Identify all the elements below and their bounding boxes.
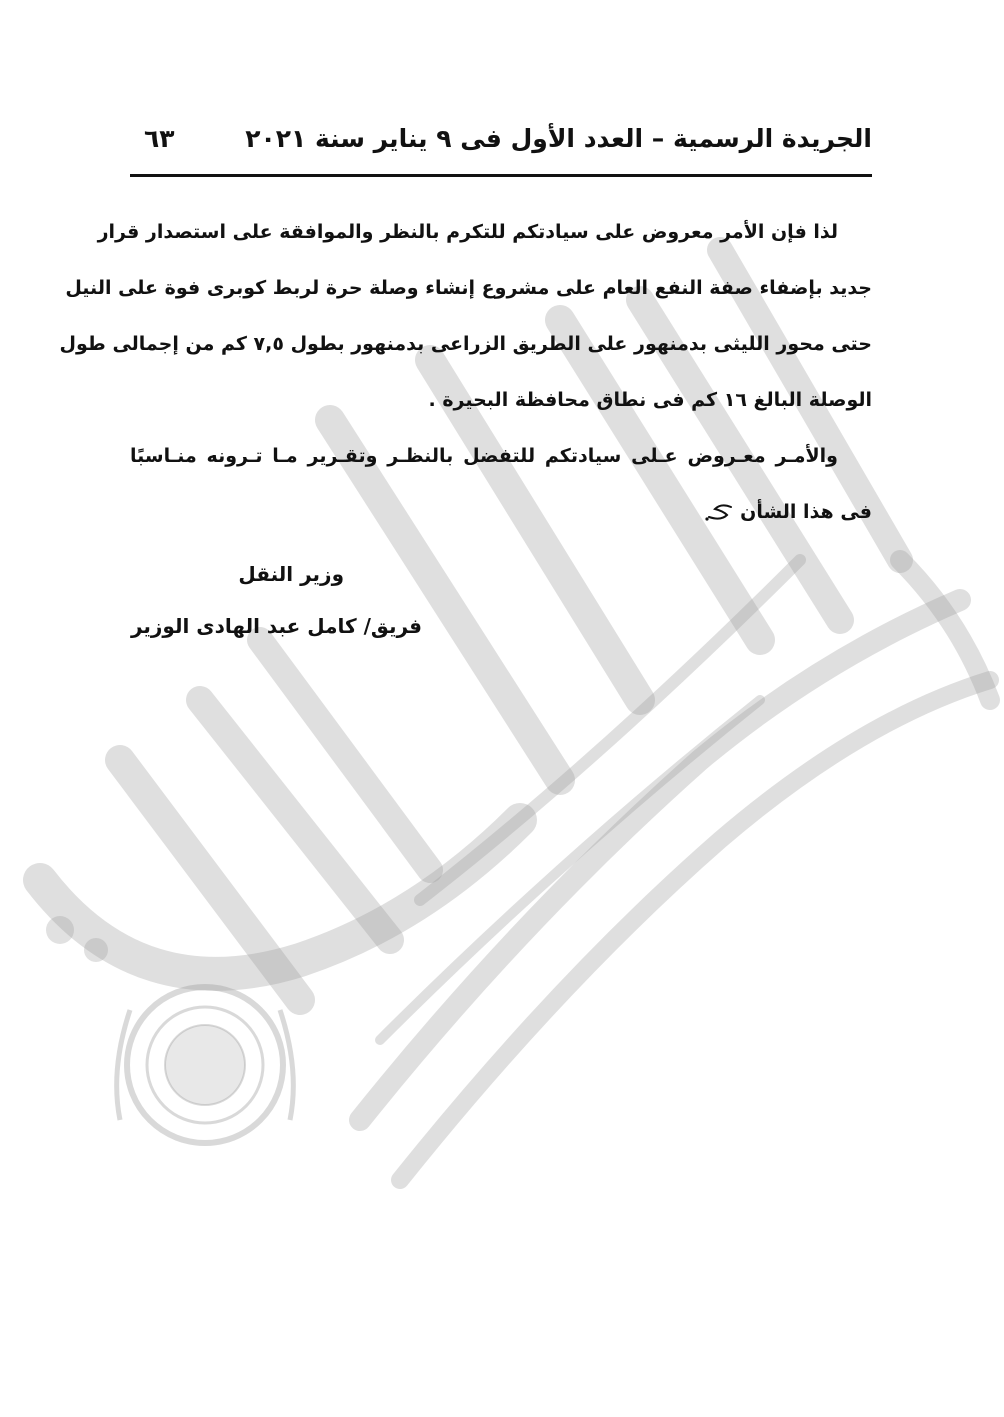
document-body (59, 210, 872, 546)
signature-name: فريق/ كامل عبد الهادى الوزير (130, 614, 422, 638)
page-header (130, 118, 872, 162)
para1-line-1: لذا فإن الأمر معروض على سيادتكم للتكرم بالنظر والموافقة على استصدار قرار (97, 221, 838, 243)
header-title: الجريدة الرسمية – العدد الأول فى ٩ يناير سنة ٢٠٢١ (245, 124, 872, 153)
state-seal-icon (117, 987, 294, 1143)
handwritten-mark-icon (703, 503, 733, 523)
para1-line-3: حتى محور الليثى بدمنهور على الطريق الزراعى بدمنهور بطول ٧,٥ كم من إجمالى طول (59, 333, 872, 355)
para1-line-2: جديد بإضفاء صفة النفع العام على مشروع إنشاء وصلة حرة لربط كوبرى فوة على النيل (65, 277, 872, 299)
para2-line-2-text: فى هذا الشأن (740, 501, 872, 523)
page-number: ٦٣ (144, 124, 175, 153)
para1-line-4: الوصلة البالغ ١٦ كم فى نطاق محافظة البحيرة . (428, 389, 872, 411)
para2-line-2 (130, 490, 872, 546)
signature-role: وزير النقل (238, 562, 344, 586)
header-divider (130, 174, 872, 177)
para2-line-1: والأمـر معـروض عـلى سيادتكم للتفضل بالنظـر وتقـرير مـا تـرونه منـاسبًا (130, 445, 838, 467)
